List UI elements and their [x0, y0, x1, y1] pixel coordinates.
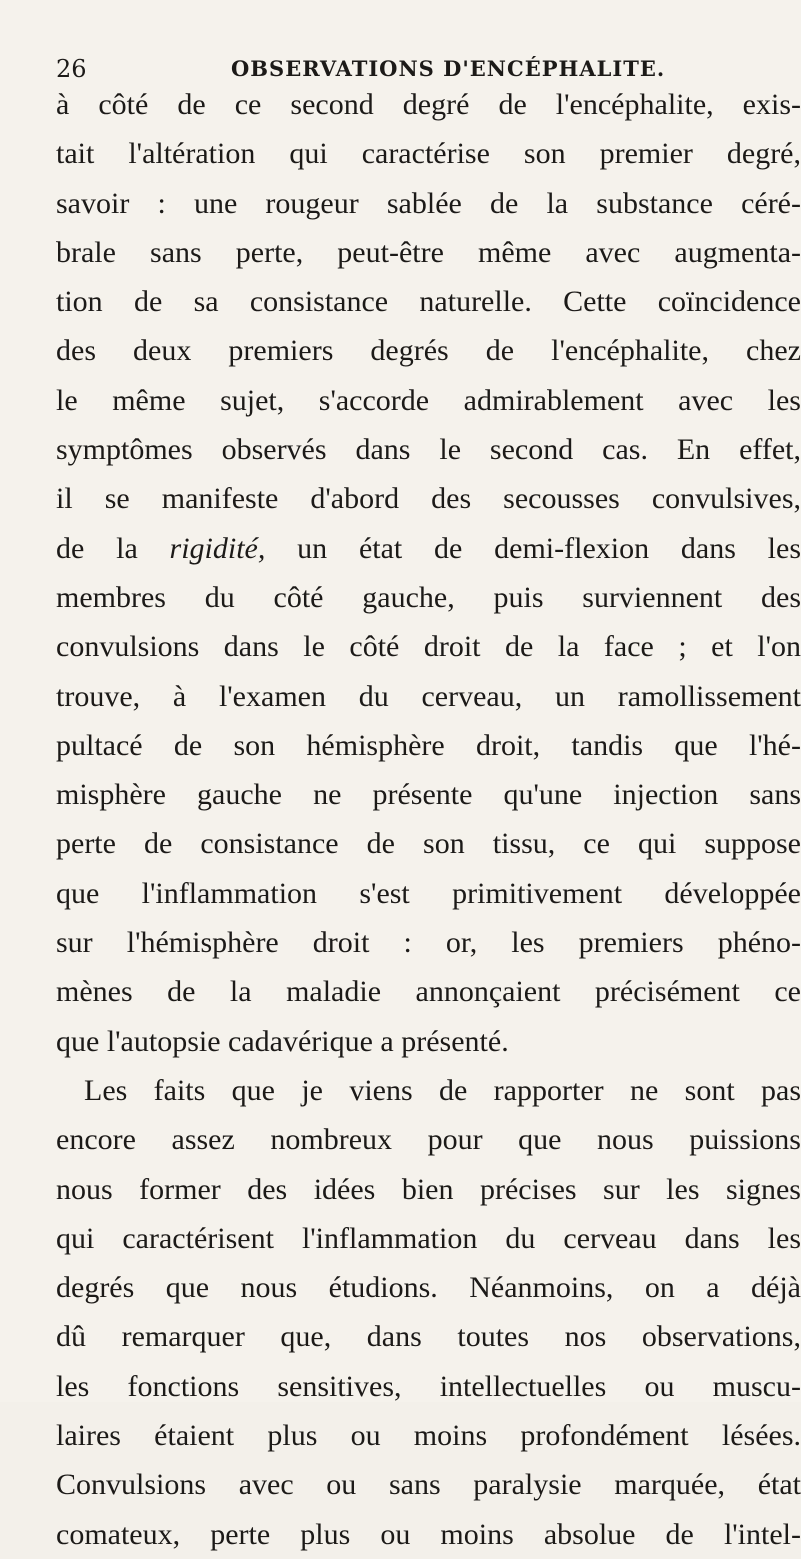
text-line-italic — [56, 524, 801, 573]
text-line: nous former des idées bien précises sur les signes — [56, 1172, 801, 1206]
text-line: laires étaient plus ou moins profondément lésées. — [56, 1419, 801, 1453]
text-line: misphère gauche ne présente qu'une injection sans — [56, 778, 801, 812]
text-line: pultacé de son hémisphère droit, tandis que l'hé- — [56, 728, 801, 762]
running-title: OBSERVATIONS D'ENCÉPHALITE. — [231, 56, 666, 81]
page-number: 26 — [56, 55, 87, 83]
text-line: sur l'hémisphère droit : or, les premiers phéno- — [56, 926, 801, 960]
text-line: trouve, à l'examen du cerveau, un ramollissement — [56, 679, 801, 713]
text-line: tion de sa consistance naturelle. Cette coïncidence — [56, 285, 801, 319]
text-line: Convulsions avec ou sans paralysie marquée, état — [56, 1468, 801, 1502]
text-segment: de la — [56, 531, 170, 565]
text-line: membres du côté gauche, puis surviennent des — [56, 580, 801, 614]
text-line: degrés que nous étudions. Néanmoins, on a déjà — [56, 1271, 801, 1305]
text-line: encore assez nombreux pour que nous puissions — [56, 1123, 801, 1157]
text-line: à côté de ce second degré de l'encéphalite, exis- — [56, 88, 801, 121]
text-line: perte de consistance de son tissu, ce qui suppose — [56, 827, 801, 861]
paragraph-last-line: que l'autopsie cadavérique a présenté. — [56, 1024, 509, 1058]
text-line: il se manifeste d'abord des secousses convulsives, — [56, 482, 801, 516]
text-line: le même sujet, s'accorde admirablement avec les — [56, 383, 801, 417]
text-line: symptômes observés dans le second cas. En effet, — [56, 433, 801, 467]
italic-word: rigidité, — [169, 531, 266, 565]
text-line: les fonctions sensitives, intellectuelles ou muscu- — [56, 1369, 801, 1403]
text-line: savoir : une rougeur sablée de la substance céré- — [56, 186, 801, 220]
paragraph-first-line: Les faits que je viens de rapporter ne sont pas — [84, 1073, 801, 1107]
text-line: dû remarquer que, dans toutes nos observations, — [56, 1320, 801, 1354]
body-text — [56, 80, 801, 1559]
text-line: brale sans perte, peut-être même avec augmenta- — [56, 235, 801, 269]
text-line: mènes de la maladie annonçaient précisément ce — [56, 975, 801, 1009]
text-line: tait l'altération qui caractérise son premier degré, — [56, 137, 801, 171]
text-line: que l'inflammation s'est primitivement développée — [56, 876, 801, 910]
text-line: convulsions dans le côté droit de la face ; et l'on — [56, 630, 801, 664]
text-line: des deux premiers degrés de l'encéphalite, chez — [56, 334, 801, 368]
text-segment: un état de demi-flexion dans les — [265, 531, 801, 565]
text-line: comateux, perte plus ou moins absolue de l'intel- — [56, 1517, 801, 1551]
text-line: qui caractérisent l'inflammation du cerveau dans les — [56, 1221, 801, 1255]
